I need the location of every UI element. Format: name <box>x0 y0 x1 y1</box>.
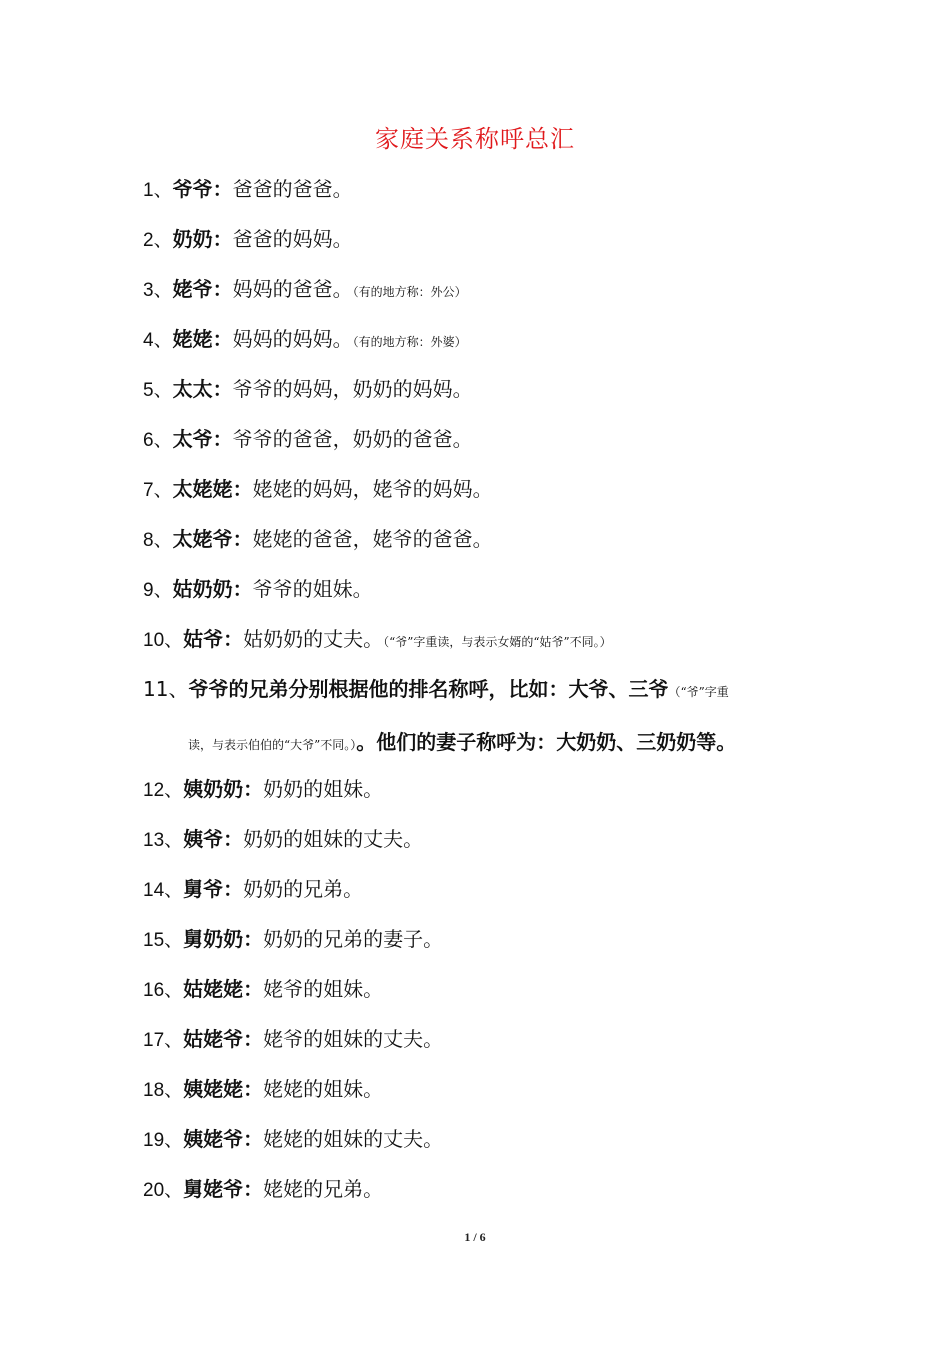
entry-number: 4、 <box>143 330 173 351</box>
entry-definition: 姥姥的妈妈，姥爷的妈妈。 <box>252 477 493 501</box>
list-item <box>143 872 823 922</box>
list-item <box>143 972 823 1022</box>
entry-11-note-b: 读，与表示伯伯的“大爷”不同。） <box>188 738 357 752</box>
entry-definition: 奶奶的姐妹。 <box>263 777 384 801</box>
entry-11-note-a: （“爷”字重 <box>668 685 729 699</box>
entry-term: 姑爷： <box>183 627 244 651</box>
entry-term: 姨爷： <box>183 827 244 851</box>
entry-number: 20、 <box>143 1180 184 1201</box>
entry-term: 姥姥： <box>172 327 233 351</box>
entry-definition: 姥爷的姐妹。 <box>263 977 384 1001</box>
entry-term: 太姥爷： <box>172 527 253 551</box>
page-number: 1 / 6 <box>464 1230 486 1244</box>
entry-definition: 奶奶的姐妹的丈夫。 <box>243 827 424 851</box>
list-item <box>143 772 823 822</box>
entry-number: 16、 <box>143 980 184 1001</box>
entry-11-line-2 <box>143 725 823 762</box>
entry-definition: 姥姥的兄弟。 <box>263 1177 384 1201</box>
entry-11-text-b: 。他们的妻子称呼为：大奶奶、三奶奶等。 <box>356 730 737 754</box>
entry-note: （“爷”字重读，与表示女婿的“姑爷”不同。） <box>383 635 612 649</box>
entry-term: 姑姥姥： <box>183 977 264 1001</box>
entry-number: 5、 <box>143 380 173 401</box>
entry-definition: 爷爷的姐妹。 <box>252 577 373 601</box>
entry-definition: 奶奶的兄弟的妻子。 <box>263 927 444 951</box>
list-item <box>143 222 823 272</box>
entry-number: 17、 <box>143 1030 184 1051</box>
list-item <box>143 1072 823 1122</box>
entry-definition: 姥姥的爸爸，姥爷的爸爸。 <box>252 527 493 551</box>
list-item <box>143 272 823 322</box>
entry-definition: 妈妈的爸爸。 <box>232 277 353 301</box>
entry-definition: 姥姥的姐妹的丈夫。 <box>263 1127 444 1151</box>
list-item <box>143 322 823 372</box>
entry-term: 太太： <box>172 377 233 401</box>
list-item <box>143 172 823 222</box>
entry-term: 爷爷： <box>172 177 233 201</box>
entry-term: 奶奶： <box>172 227 233 251</box>
entry-term: 舅爷： <box>183 877 244 901</box>
entry-definition: 姥爷的姐妹的丈夫。 <box>263 1027 444 1051</box>
entry-number: 18、 <box>143 1080 184 1101</box>
list-item <box>143 672 823 772</box>
entry-note: （有的地方称：外公） <box>352 285 467 299</box>
entry-number: 2、 <box>143 230 173 251</box>
list-item <box>143 922 823 972</box>
entry-number: 12、 <box>143 780 184 801</box>
entry-number: 14、 <box>143 880 184 901</box>
entry-term: 姥爷： <box>172 277 233 301</box>
entry-definition: 奶奶的兄弟。 <box>243 877 364 901</box>
list-item <box>143 522 823 572</box>
entry-group-b <box>143 772 823 1222</box>
entry-term: 姨姥爷： <box>183 1127 264 1151</box>
entry-11-text-a: 爷爷的兄弟分别根据他的排名称呼，比如：大爷、三爷 <box>188 677 669 701</box>
entry-definition: 妈妈的妈妈。 <box>232 327 353 351</box>
entry-number: 19、 <box>143 1130 184 1151</box>
list-item <box>143 622 823 672</box>
entry-definition: 爷爷的妈妈，奶奶的妈妈。 <box>232 377 473 401</box>
entry-term: 舅奶奶： <box>183 927 264 951</box>
entry-number: 6、 <box>143 430 173 451</box>
entry-term: 姨奶奶： <box>183 777 264 801</box>
list-item <box>143 472 823 522</box>
entry-term: 姑姥爷： <box>183 1027 264 1051</box>
entry-number: 3、 <box>143 280 173 301</box>
list-item <box>143 572 823 622</box>
list-item <box>143 422 823 472</box>
entry-definition: 爸爸的妈妈。 <box>232 227 353 251</box>
entry-term: 太姥姥： <box>172 477 253 501</box>
entry-number: 8、 <box>143 530 173 551</box>
list-item <box>143 1172 823 1222</box>
entry-number: 1、 <box>143 180 173 201</box>
entry-list <box>143 172 823 1222</box>
entry-term: 太爷： <box>172 427 233 451</box>
entry-number: 11、 <box>143 677 189 701</box>
entry-number: 13、 <box>143 830 184 851</box>
entry-definition: 爸爸的爸爸。 <box>232 177 353 201</box>
entry-11-line-1 <box>143 672 823 709</box>
entry-definition: 爷爷的爸爸，奶奶的爸爸。 <box>232 427 473 451</box>
entry-term: 舅姥爷： <box>183 1177 264 1201</box>
entry-number: 15、 <box>143 930 184 951</box>
entry-number: 10、 <box>143 630 184 651</box>
entry-definition: 姑奶奶的丈夫。 <box>243 627 384 651</box>
list-item <box>143 822 823 872</box>
list-item <box>143 1122 823 1172</box>
entry-note: （有的地方称：外婆） <box>352 335 467 349</box>
list-item <box>143 372 823 422</box>
entry-term: 姑奶奶： <box>172 577 253 601</box>
entry-group-a <box>143 172 823 672</box>
entry-definition: 姥姥的姐妹。 <box>263 1077 384 1101</box>
entry-term: 姨姥姥： <box>183 1077 264 1101</box>
document-title: 家庭关系称呼总汇 <box>375 125 575 153</box>
list-item <box>143 1022 823 1072</box>
entry-number: 9、 <box>143 580 173 601</box>
entry-number: 7、 <box>143 480 173 501</box>
